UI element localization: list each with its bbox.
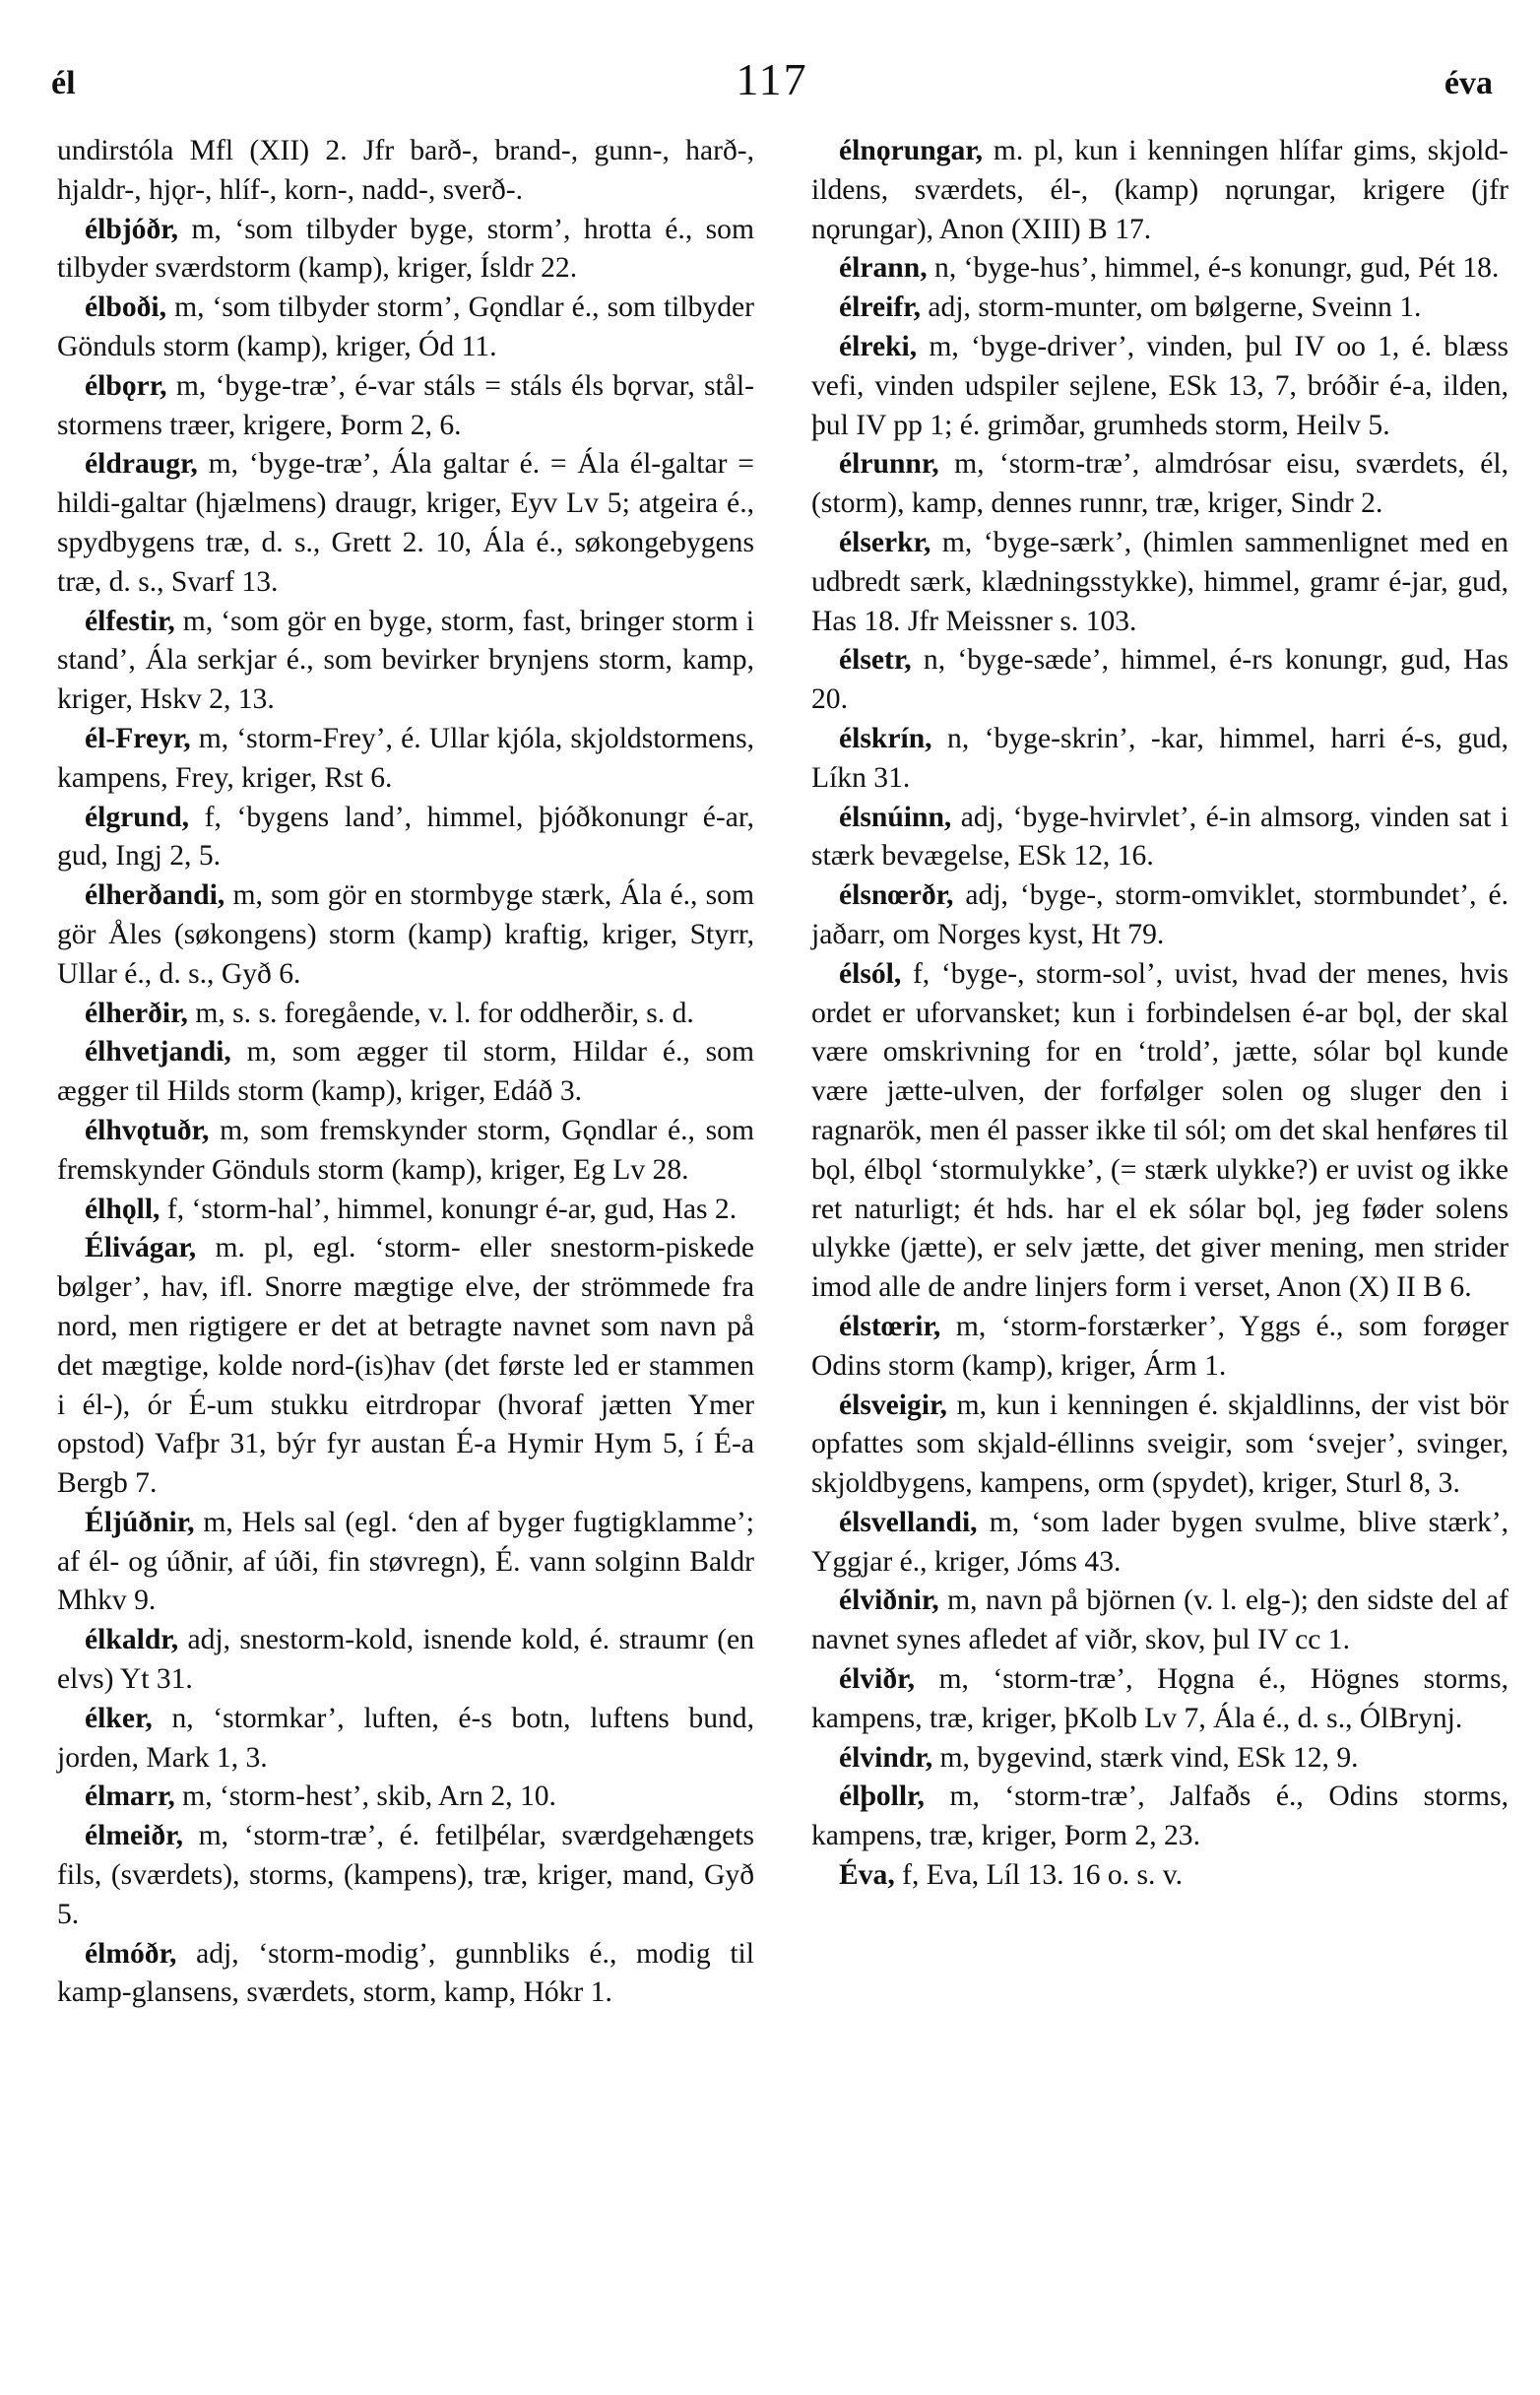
entry-headword: élsól, bbox=[839, 957, 902, 990]
dictionary-entry bbox=[811, 1387, 1508, 1504]
dictionary-entry bbox=[57, 1112, 754, 1191]
dictionary-entry bbox=[811, 955, 1508, 1308]
dictionary-entry bbox=[811, 328, 1508, 445]
entry-text: n, ‘byge-hus’, himmel, é-s konungr, gud, Pét 18. bbox=[934, 252, 1500, 285]
dictionary-entry bbox=[57, 367, 754, 446]
entry-text: adj, storm-munter, om bølgerne, Sveinn 1. bbox=[928, 291, 1422, 324]
entry-headword: élbjóðr, bbox=[85, 213, 179, 245]
dictionary-entry bbox=[57, 1191, 754, 1230]
entry-headword: él-Freyr, bbox=[85, 722, 191, 754]
entry-headword: élrann, bbox=[839, 252, 928, 285]
dictionary-entry bbox=[57, 1778, 754, 1817]
entry-text: m. pl, egl. ‘storm- eller snestorm-piskede bølger’, hav, ifl. Snorre mægtige elve, der strömmede fra nord, men rigtigere er det at betragte navnet som navn på det mægtige, kolde nord-(is)hav (det første led er stammen i él-), ór É-um stukku eitrdropar (hvoraf jætten Ymer opstod) Vafþr 31, býr fyr austan É-a Hymir Hym 5, í É-a Bergb 7. bbox=[57, 1232, 754, 1500]
entry-text: m, ‘storm-forstærker’, Yggs é., som forøger Odins storm (kamp), kriger, Árm 1. bbox=[811, 1310, 1508, 1382]
entry-text: m, ‘storm-træ’, almdrósar eisu, sværdets, él, (storm), kamp, dennes runnr, træ, kriger, Sindr 2. bbox=[811, 448, 1508, 520]
entry-text: n, ‘byge-skrin’, -kar, himmel, harri é-s, gud, Líkn 31. bbox=[811, 722, 1508, 794]
entry-text: m, bygevind, stærk vind, ESk 12, 9. bbox=[939, 1741, 1359, 1774]
entry-text: m, ‘byge-særk’, (himlen sammenlignet med en udbredt særk, klædningsstykke), himmel, gramr é-jar, gud, Has 18. Jfr Meissner s. 103. bbox=[811, 526, 1508, 637]
entry-text: n, ‘stormkar’, luften, é-s botn, luftens bund, jorden, Mark 1, 3. bbox=[57, 1702, 754, 1774]
entry-headword: élsetr, bbox=[839, 644, 912, 677]
entry-headword: élviðr, bbox=[839, 1663, 915, 1696]
dictionary-entry bbox=[811, 641, 1508, 720]
entry-text: m, kun i kenningen é. skjaldlinns, der vist bör opfattes som skjald-éllinns sveigir, som ‘svejer’, svinger, skjoldbygens, kampens, orm (spydet), kriger, Sturl 8, 3. bbox=[811, 1389, 1508, 1500]
entry-text: m, som gör en stormbyge stærk, Ála é., som gör Åles (søkongens) storm (kamp) kraftig, kriger, Styrr, Ullar é., d. s., Gyð 6. bbox=[57, 879, 754, 990]
dictionary-entry bbox=[811, 132, 1508, 249]
entry-text: m, som fremskynder storm, Gǫndlar é., som fremskynder Gönduls storm (kamp), kriger, Eg Lv 28. bbox=[57, 1114, 754, 1186]
dictionary-entry bbox=[57, 1700, 754, 1779]
dictionary-entry bbox=[57, 289, 754, 367]
entry-text: adj, ‘storm-modig’, gunnbliks é., modig til kamp-glansens, sværdets, storm, kamp, Hókr 1. bbox=[57, 1937, 754, 2009]
entry-text: undirstóla Mfl (XII) 2. Jfr barð-, brand-, gunn-, harð-, hjaldr-, hjǫr-, hlíf-, korn-, nadd-, sverð-. bbox=[57, 135, 754, 206]
entry-headword: élmóðr, bbox=[85, 1937, 177, 1970]
dictionary-entry bbox=[811, 445, 1508, 524]
dictionary-entry bbox=[57, 1817, 754, 1934]
entry-headword: élþollr, bbox=[839, 1780, 925, 1813]
header-last-word: éva bbox=[1444, 65, 1493, 101]
entry-headword: élhvǫtuðr, bbox=[85, 1114, 210, 1146]
entry-text: m, ‘storm-træ’, Hǫgna é., Högnes storms, kampens, træ, kriger, þKolb Lv 7, Ála é., d. s., ÓlBrynj. bbox=[811, 1663, 1508, 1734]
dictionary-entry bbox=[811, 524, 1508, 641]
entry-text: m, ‘byge-træ’, é-var stáls = stáls éls bǫrvar, stål-stormens træer, krigere, Þorm 2, 6. bbox=[57, 369, 754, 441]
entry-text: m, ‘som gör en byge, storm, fast, bringer storm i stand’, Ála serkjar é., som bevirker brynjens storm, kamp, kriger, Hskv 2, 13. bbox=[57, 605, 754, 716]
entry-text: m, ‘som tilbyder storm’, Gǫndlar é., som tilbyder Gönduls storm (kamp), kriger, Ód 11. bbox=[57, 291, 754, 362]
dictionary-entry bbox=[57, 995, 754, 1034]
entry-headword: Élivágar, bbox=[85, 1232, 197, 1264]
entry-headword: éldraugr, bbox=[85, 448, 198, 481]
entry-text: f, ‘bygens land’, himmel, þjóðkonungr é-ar, gud, Ingj 2, 5. bbox=[57, 801, 754, 873]
dictionary-entry bbox=[811, 799, 1508, 877]
entry-headword: élsnúinn, bbox=[839, 801, 952, 833]
entry-headword: élskrín, bbox=[839, 722, 932, 754]
entry-headword: élrunnr, bbox=[839, 448, 939, 481]
entry-text: m, ‘byge-træ’, Ála galtar é. = Ála él-galtar = hildi-galtar (hjælmens) draugr, kriger, Eyv Lv 5; atgeira é., spydbygens træ, d. s., Grett 2. 10, Ála é., søkongebygens træ, d. s., Svarf 13. bbox=[57, 448, 754, 598]
dictionary-entry bbox=[811, 1308, 1508, 1387]
entry-text: m, s. s. foregående, v. l. for oddherðir, s. d. bbox=[195, 997, 694, 1029]
entry-headword: élreifr, bbox=[839, 291, 921, 324]
entry-headword: élhvetjandi, bbox=[85, 1036, 231, 1068]
entry-text: m, ‘som lader bygen svulme, blive stærk’, Yggjar é., kriger, Jóms 43. bbox=[811, 1506, 1509, 1578]
dictionary-entry bbox=[57, 603, 754, 720]
dictionary-entry bbox=[57, 1935, 754, 2014]
entry-headword: élgrund, bbox=[85, 801, 190, 833]
entry-text: f, ‘byge-, storm-sol’, uvist, hvad der menes, hvis ordet er uforvansket; kun i forbindelsen é-ar bǫl, der skal være omskrivning for en ‘trold’, jætte, sólar bǫl kunde være jætte-ulven, der forfølger solen og sluger den i ragnarök, men él passer ikke til sól; om det skal henføres til bǫl, élbǫl ‘stormulykke’, (= stærk ulykke?) er uvist og ikke ret naturligt; ét hds. har el ek sólar bǫl, jeg føder solens ulykke (jætte), er selv jætte, det giver mening, men strider imod alle de andre linjers form i verset, Anon (X) II B 6. bbox=[811, 957, 1508, 1304]
entry-headword: élker, bbox=[85, 1702, 153, 1734]
header-first-word: él bbox=[51, 65, 76, 101]
dictionary-entry bbox=[811, 1739, 1508, 1779]
entry-headword: élsnœrðr, bbox=[839, 879, 954, 912]
entry-text: adj, ‘byge-hvirvlet’, é-in almsorg, vinden sat i stærk bevægelse, ESk 12, 16. bbox=[811, 801, 1508, 873]
entry-headword: élsvellandi, bbox=[839, 1506, 978, 1538]
entry-headword: élhǫll, bbox=[85, 1193, 160, 1225]
entry-text: adj, ‘byge-, storm-omviklet, stormbundet’, é. jaðarr, om Norges kyst, Ht 79. bbox=[811, 879, 1508, 950]
entry-headword: élherðir, bbox=[85, 997, 188, 1029]
left-column bbox=[57, 132, 754, 2013]
entry-text: m. pl, kun i kenningen hlífar gims, skjold-ildens, sværdets, él-, (kamp) nǫrungar, krigere (jfr nǫrungar), Anon (XIII) B 17. bbox=[811, 135, 1508, 245]
page-number: 117 bbox=[736, 54, 808, 104]
entry-headword: élstœrir, bbox=[839, 1310, 941, 1342]
dictionary-entry bbox=[811, 1778, 1508, 1856]
dictionary-entry bbox=[811, 249, 1508, 289]
entry-headword: élbǫrr, bbox=[85, 369, 167, 402]
dictionary-entry bbox=[57, 132, 754, 211]
entry-text: n, ‘byge-sæde’, himmel, é-rs konungr, gud, Has 20. bbox=[811, 644, 1508, 716]
dictionary-entry bbox=[57, 1504, 754, 1621]
entry-headword: élvindr, bbox=[839, 1741, 933, 1774]
entry-headword: élkaldr, bbox=[85, 1624, 179, 1656]
entry-text: m, ‘storm-træ’, Jalfaðs é., Odins storms, kampens, træ, kriger, Þorm 2, 23. bbox=[811, 1780, 1508, 1852]
dictionary-entry bbox=[811, 1660, 1508, 1739]
entry-text: adj, snestorm-kold, isnende kold, é. straumr (en elvs) Yt 31. bbox=[57, 1624, 754, 1696]
entry-headword: élboði, bbox=[85, 291, 167, 324]
entry-text: m, ‘storm-hest’, skib, Arn 2, 10. bbox=[182, 1780, 556, 1813]
dictionary-entry bbox=[57, 1621, 754, 1700]
entry-text: f, Eva, Líl 13. 16 o. s. v. bbox=[902, 1859, 1184, 1892]
dictionary-entry bbox=[811, 1504, 1508, 1583]
entry-headword: élmeiðr, bbox=[85, 1820, 183, 1852]
entry-text: f, ‘storm-hal’, himmel, konungr é-ar, gud, Has 2. bbox=[166, 1193, 738, 1225]
entry-headword: Éljúðnir, bbox=[85, 1506, 195, 1538]
dictionary-entry bbox=[811, 1856, 1508, 1896]
entry-text: m, Hels sal (egl. ‘den af byger fugtigklamme’; af él- og úðnir, af úði, fin støvregn), É. vann solginn Baldr Mhkv 9. bbox=[57, 1506, 754, 1617]
dictionary-entry bbox=[57, 876, 754, 994]
dictionary-entry bbox=[811, 876, 1508, 955]
entry-text: m, ‘byge-driver’, vinden, þul IV oo 1, é. blæss vefi, vinden udspiler sejlene, ESk 13, 7, bróðir é-a, ilden, þul IV pp 1; é. grimðar, grumheds storm, Heilv 5. bbox=[811, 330, 1508, 441]
entry-headword: élmarr, bbox=[85, 1780, 175, 1813]
entry-headword: élviðnir, bbox=[839, 1585, 939, 1617]
entry-headword: élsveigir, bbox=[839, 1389, 947, 1421]
dictionary-entry bbox=[57, 799, 754, 877]
entry-text: m, som ægger til storm, Hildar é., som ægger til Hilds storm (kamp), kriger, Edáð 3. bbox=[57, 1036, 754, 1108]
dictionary-entry bbox=[811, 720, 1508, 799]
entry-headword: élreki, bbox=[839, 330, 918, 362]
right-column bbox=[811, 132, 1508, 1896]
dictionary-entry bbox=[57, 1033, 754, 1112]
entry-headword: élfestir, bbox=[85, 605, 175, 637]
dictionary-entry bbox=[57, 445, 754, 602]
entry-text: m, ‘som tilbyder byge, storm’, hrotta é., som tilbyder sværdstorm (kamp), kriger, Ísldr 22. bbox=[57, 213, 754, 285]
dictionary-entry bbox=[57, 211, 754, 290]
dictionary-entry bbox=[811, 1582, 1508, 1660]
entry-text: m, navn på björnen (v. l. elg-); den sidste del af navnet synes afledet af viðr, skov, þul IV cc 1. bbox=[811, 1585, 1508, 1656]
entry-headword: élherðandi, bbox=[85, 879, 225, 912]
entry-text: m, ‘storm-Frey’, é. Ullar kjóla, skjoldstormens, kampens, Frey, kriger, Rst 6. bbox=[57, 722, 754, 794]
dictionary-entry bbox=[811, 289, 1508, 328]
dictionary-entry bbox=[57, 720, 754, 799]
entry-headword: élserkr, bbox=[839, 526, 931, 558]
entry-headword: Éva, bbox=[839, 1859, 895, 1892]
entry-headword: élnǫrungar, bbox=[839, 135, 984, 166]
entry-text: m, ‘storm-træ’, é. fetilþélar, sværdgehængets fils, (sværdets), storms, (kampens), træ, kriger, mand, Gyð 5. bbox=[57, 1820, 755, 1930]
page-header bbox=[51, 53, 1493, 112]
dictionary-entry bbox=[57, 1229, 754, 1504]
